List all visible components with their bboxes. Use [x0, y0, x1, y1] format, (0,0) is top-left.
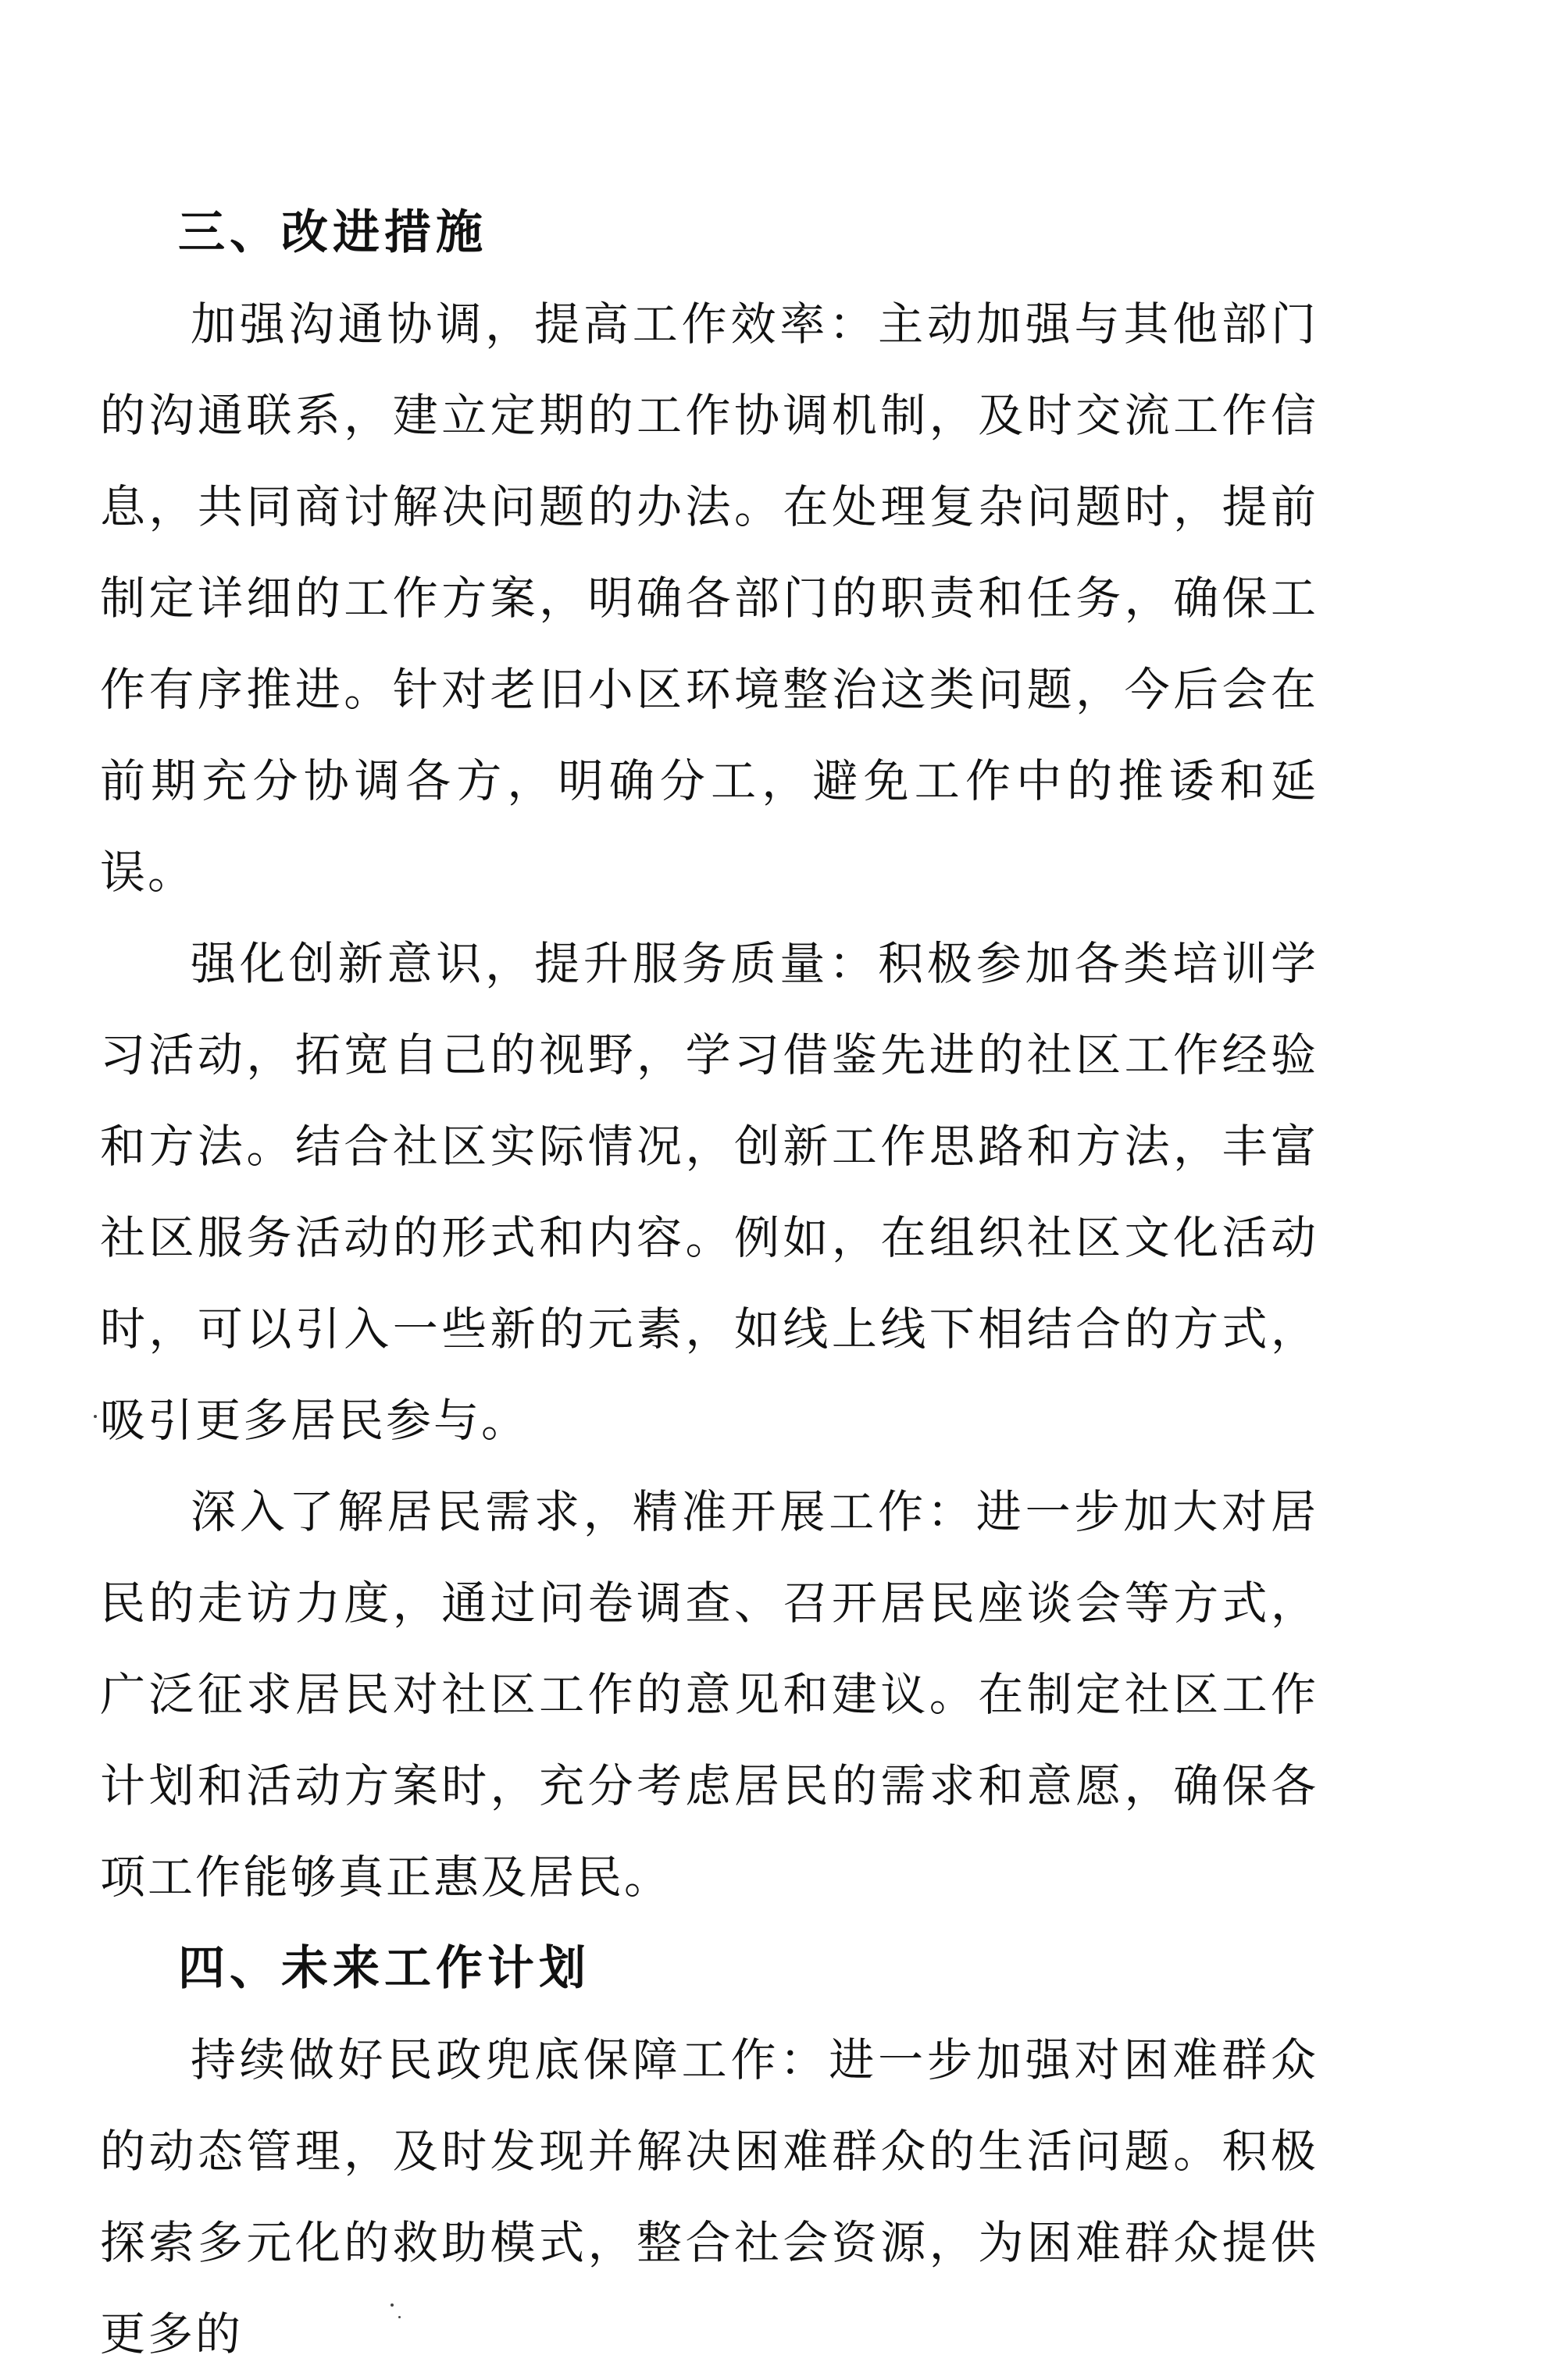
scan-speck: [94, 1415, 97, 1418]
paragraph-resident-needs: 深入了解居民需求，精准开展工作：进一步加大对居民的走访力度，通过问卷调查、召开居民座谈会等方式，广泛征求居民对社区工作的意见和建议。在制定社区工作计划和活动方案时，充分考虑居民的需求和意愿，确保各项工作能够真正惠及居民。: [100, 1485, 1318, 1904]
paragraph-civil-affairs: 持续做好民政兜底保障工作：进一步加强对困难群众的动态管理，及时发现并解决困难群众的生活问题。积极探索多元化的救助模式，整合社会资源，为困难群众提供更多的: [100, 2033, 1318, 2360]
paragraph-communication: 加强沟通协调，提高工作效率：主动加强与其他部门的沟通联系，建立定期的工作协调机制，及时交流工作信息，共同商讨解决问题的办法。在处理复杂问题时，提前制定详细的工作方案，明确各部门的职责和任务，确保工作有序推进。针对老旧小区环境整治这类问题，今后会在前期充分协调各方，明确分工，避免工作中的推诿和延误。: [100, 298, 1318, 899]
document-body: [100, 187, 1318, 2380]
scan-speck: [398, 2316, 401, 2318]
section-heading-future-plan: 四、未来工作计划: [178, 1941, 590, 1996]
scan-speck: [391, 2303, 394, 2307]
paragraph-innovation: 强化创新意识，提升服务质量：积极参加各类培训学习活动，拓宽自己的视野，学习借鉴先进的社区工作经验和方法。结合社区实际情况，创新工作思路和方法，丰富社区服务活动的形式和内容。例如，在组织社区文化活动时，可以引入一些新的元素，如线上线下相结合的方式，吸引更多居民参与。: [100, 937, 1318, 1447]
section-heading-improvement-measures: 三、改进措施: [178, 205, 487, 260]
